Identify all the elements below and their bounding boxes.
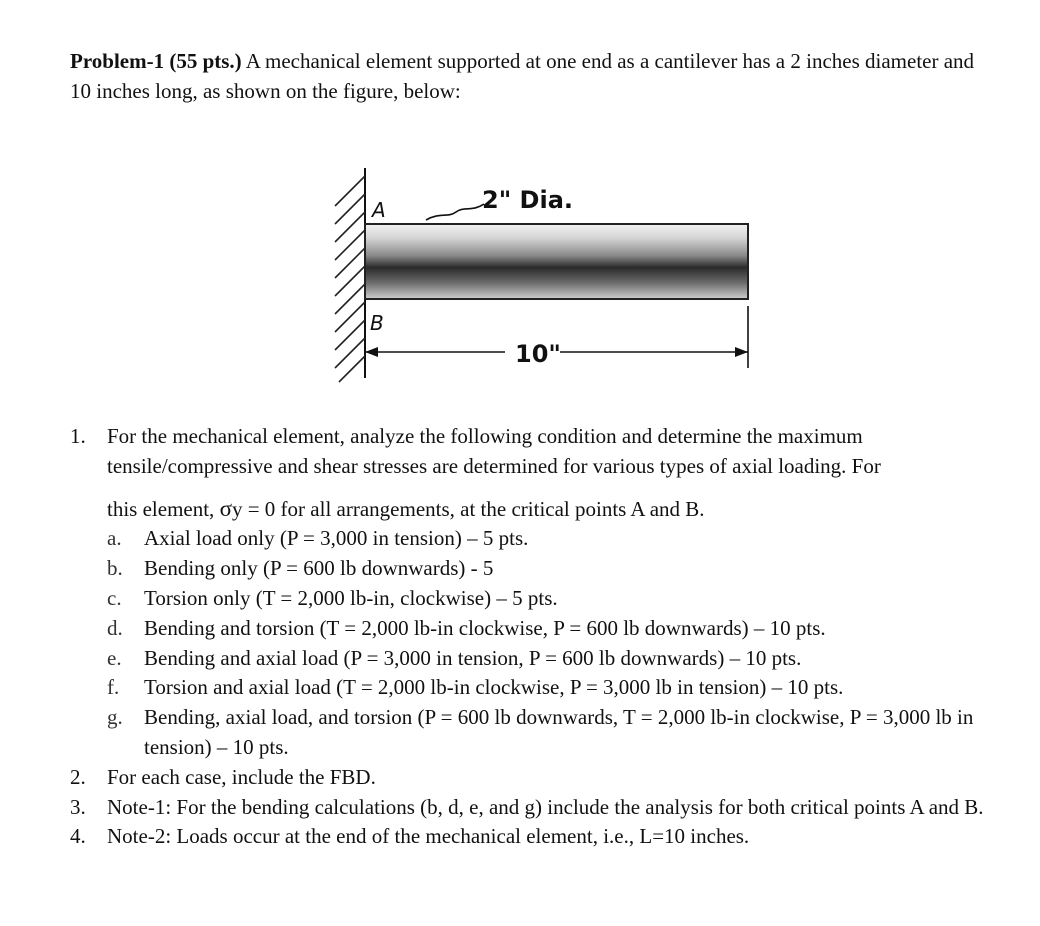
task-text: For each case, include the FBD. <box>107 764 376 789</box>
condition-letter: e. <box>107 645 122 670</box>
condition-item <box>107 673 1020 703</box>
shaft <box>365 224 748 299</box>
task-number: 4. <box>70 824 86 849</box>
condition-letter: a. <box>107 526 122 551</box>
sigma-symbol: σ <box>219 495 232 521</box>
diameter-label: 2" Dia. <box>482 186 574 214</box>
condition-text: Bending and torsion (T = 2,000 lb-in clockwise, P = 600 lb downwards) – 10 pts. <box>144 615 826 640</box>
condition-item <box>107 644 1020 674</box>
length-label: 10" <box>515 340 561 368</box>
task-number: 1. <box>70 424 86 448</box>
condition-item <box>107 554 1020 584</box>
task-list <box>70 422 1020 852</box>
cantilever-figure <box>330 168 770 388</box>
task-item-3 <box>70 793 1020 823</box>
condition-letter: f. <box>107 675 120 700</box>
condition-item <box>107 614 1020 644</box>
condition-item <box>107 584 1020 614</box>
task-text: Note-2: Loads occur at the end of the mechanical element, i.e., L=10 inches. <box>107 824 750 849</box>
point-b-label: B <box>370 311 384 335</box>
diameter-leader-line <box>426 204 484 220</box>
task-text: For the mechanical element, analyze the following condition and determine the maximum tensile/compressive and shear stresses are determined for various types of axial loading. For <box>107 424 881 478</box>
task-number: 3. <box>70 794 86 819</box>
task-number: 2. <box>70 764 86 789</box>
task-item-1 <box>70 422 1020 763</box>
condition-text: Torsion and axial load (T = 2,000 lb-in clockwise, P = 3,000 lb in tension) – 10 pts. <box>144 675 844 700</box>
task-item-4 <box>70 822 1020 852</box>
condition-text: Axial load only (P = 3,000 in tension) – 5 pts. <box>144 526 529 551</box>
problem-text: A mechanical element supported at one end as a cantilever has a 2 inches diameter and 10 inches long, as shown on the figure, below: <box>70 49 975 103</box>
condition-text: Bending, axial load, and torsion (P = 600 lb downwards, T = 2,000 lb-in clockwise, P = 3,000 lb in tension) – 10 pts. <box>144 705 974 759</box>
point-a-label: A <box>372 198 386 222</box>
condition-list <box>107 524 1020 762</box>
condition-letter: c. <box>107 585 122 610</box>
condition-item <box>107 524 1020 554</box>
problem-statement <box>70 46 1000 106</box>
task-text-continued: this element, σy = 0 for all arrangements, at the critical points A and B. <box>107 495 705 521</box>
task-item-2 <box>70 763 1020 793</box>
condition-letter: d. <box>107 615 123 640</box>
condition-text: Torsion only (T = 2,000 lb-in, clockwise) – 5 pts. <box>144 585 558 610</box>
condition-text: Bending and axial load (P = 3,000 in tension, P = 600 lb downwards) – 10 pts. <box>144 645 802 670</box>
condition-letter: g. <box>107 705 123 730</box>
condition-letter: b. <box>107 556 123 581</box>
fixed-wall <box>335 168 365 382</box>
condition-item <box>107 703 1020 763</box>
problem-heading: Problem-1 (55 pts.) <box>70 49 242 73</box>
condition-text: Bending only (P = 600 lb downwards) - 5 <box>144 556 494 581</box>
task-text: Note-1: For the bending calculations (b, d, e, and g) include the analysis for both critical points A and B. <box>107 794 984 819</box>
